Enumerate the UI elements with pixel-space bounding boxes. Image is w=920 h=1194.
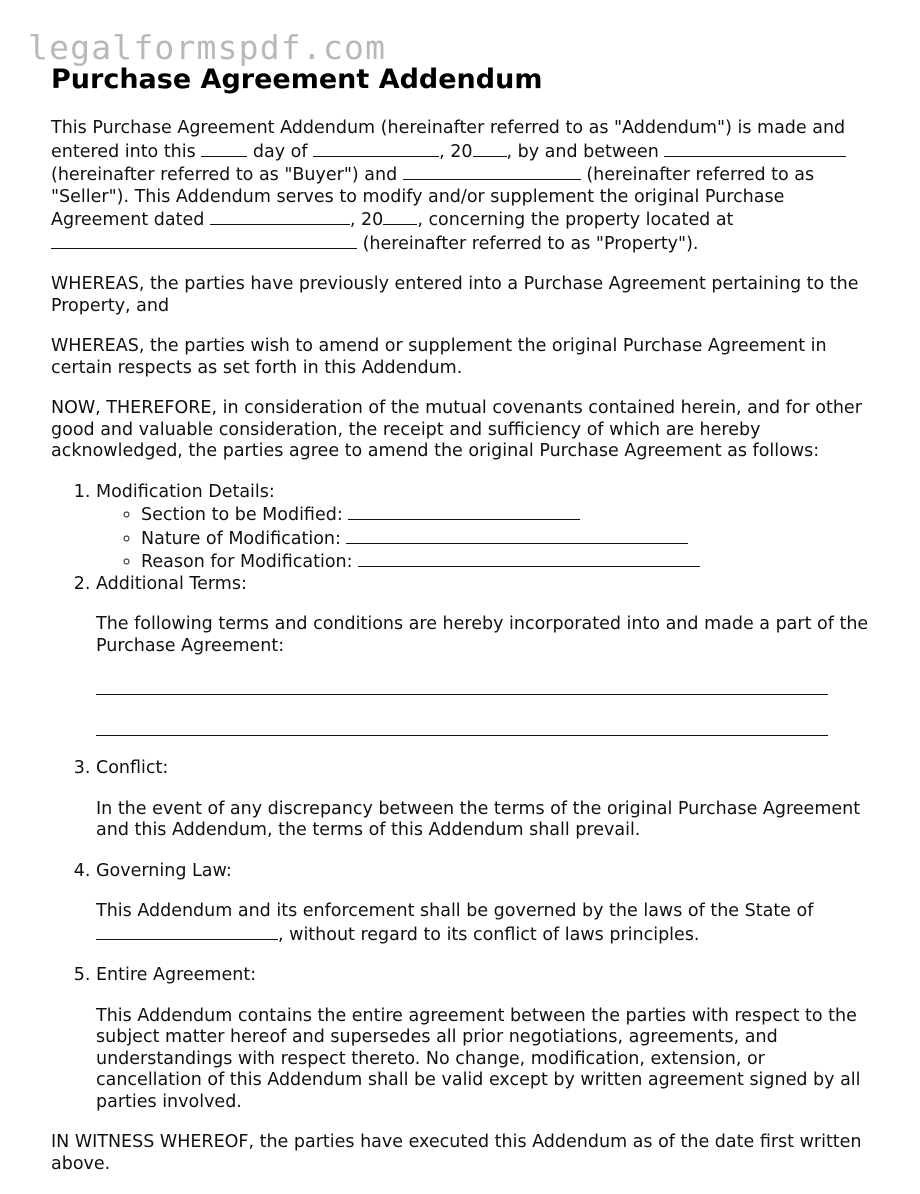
list-item <box>141 550 871 574</box>
buyer-blank[interactable] <box>664 140 846 157</box>
item-label: Section to be Modified: <box>141 505 343 525</box>
modification-list <box>96 503 871 574</box>
intro-text-5: (hereinafter referred to as "Buyer") and <box>51 165 398 185</box>
additional-terms-lines <box>96 676 871 736</box>
section-title: Modification Details: <box>96 481 275 502</box>
month-blank[interactable] <box>313 140 439 157</box>
intro-paragraph <box>51 118 871 255</box>
intro-text-3: , 20 <box>439 141 473 162</box>
section-modification <box>96 482 871 574</box>
reason-modification-blank[interactable] <box>358 550 700 567</box>
section-body: In the event of any discrepancy between the terms of the original Purchase Agreement and this Addendum, the terms of this Addendum shall prevail. <box>96 798 861 840</box>
year-blank[interactable] <box>473 140 507 157</box>
document-content <box>51 62 871 1194</box>
property-address-blank[interactable] <box>51 232 357 249</box>
page-title: Purchase Agreement Addendum <box>51 64 543 95</box>
watermark: legalformspdf.com <box>28 28 387 67</box>
section-entire-agreement <box>96 965 871 1113</box>
section-conflict <box>96 758 871 842</box>
item-label: Nature of Modification: <box>141 528 341 549</box>
section-body <box>96 901 871 946</box>
list-item <box>141 503 871 527</box>
whereas-1: WHEREAS, the parties have previously entered into a Purchase Agreement pertaining to the Property, and <box>51 274 859 316</box>
item-label: Reason for Modification: <box>141 552 353 572</box>
intro-text-8: , concerning the property located at <box>417 210 734 230</box>
section-title: Entire Agreement: <box>96 965 257 985</box>
intro-text-6: (hereinafter referred to as "Seller"). This Addendum serves to modify and/or supplement the original Purchase Agreement dated <box>51 165 815 230</box>
sections-list <box>51 482 871 1114</box>
section-governing-law <box>96 861 871 947</box>
agreement-year-blank[interactable] <box>383 208 417 225</box>
section-body: This Addendum contains the entire agreement between the parties with respect to the subject matter hereof and supersedes all prior negotiations, agreements, and understandings with respect thereto. No change, modification, extension, or cancellation of this Addendum shall be valid except by written agreement signed by all parties involved. <box>96 1005 861 1112</box>
section-title: Conflict: <box>96 758 169 778</box>
state-blank[interactable] <box>96 923 278 940</box>
whereas-2: WHEREAS, the parties wish to amend or supplement the original Purchase Agreement in certain respects as set forth in this Addendum. <box>51 336 827 378</box>
nature-modification-blank[interactable] <box>346 527 688 544</box>
seller-blank[interactable] <box>403 163 581 180</box>
governing-text-2: , without regard to its conflict of laws principles. <box>278 924 700 945</box>
section-title: Governing Law: <box>96 860 232 881</box>
intro-text-4: , by and between <box>506 141 659 162</box>
section-modified-blank[interactable] <box>348 503 580 520</box>
section-additional-terms <box>96 574 871 737</box>
intro-text-2: day of <box>252 141 308 162</box>
now-therefore: NOW, THEREFORE, in consideration of the mutual covenants contained herein, and for other good and valuable consideration, the receipt and sufficiency of which are hereby acknowledged, the parties agree to amend the original Purchase Agreement as follows: <box>51 398 862 461</box>
day-blank[interactable] <box>201 140 247 157</box>
additional-terms-line-2[interactable] <box>96 717 828 736</box>
intro-text-1: This Purchase Agreement Addendum (hereinafter referred to as "Addendum") is made and entered into this <box>51 118 846 162</box>
intro-text-7: , 20 <box>349 210 384 230</box>
additional-terms-line-1[interactable] <box>96 676 828 695</box>
section-body: The following terms and conditions are hereby incorporated into and made a part of the Purchase Agreement: <box>96 614 869 656</box>
intro-text-9: (hereinafter referred to as "Property"). <box>362 233 699 254</box>
section-title: Additional Terms: <box>96 573 247 594</box>
witness-clause: IN WITNESS WHEREOF, the parties have executed this Addendum as of the date first written above. <box>51 1132 862 1174</box>
governing-text-1: This Addendum and its enforcement shall be governed by the laws of the State of <box>96 901 814 921</box>
agreement-date-blank[interactable] <box>210 208 350 225</box>
list-item <box>141 527 871 551</box>
